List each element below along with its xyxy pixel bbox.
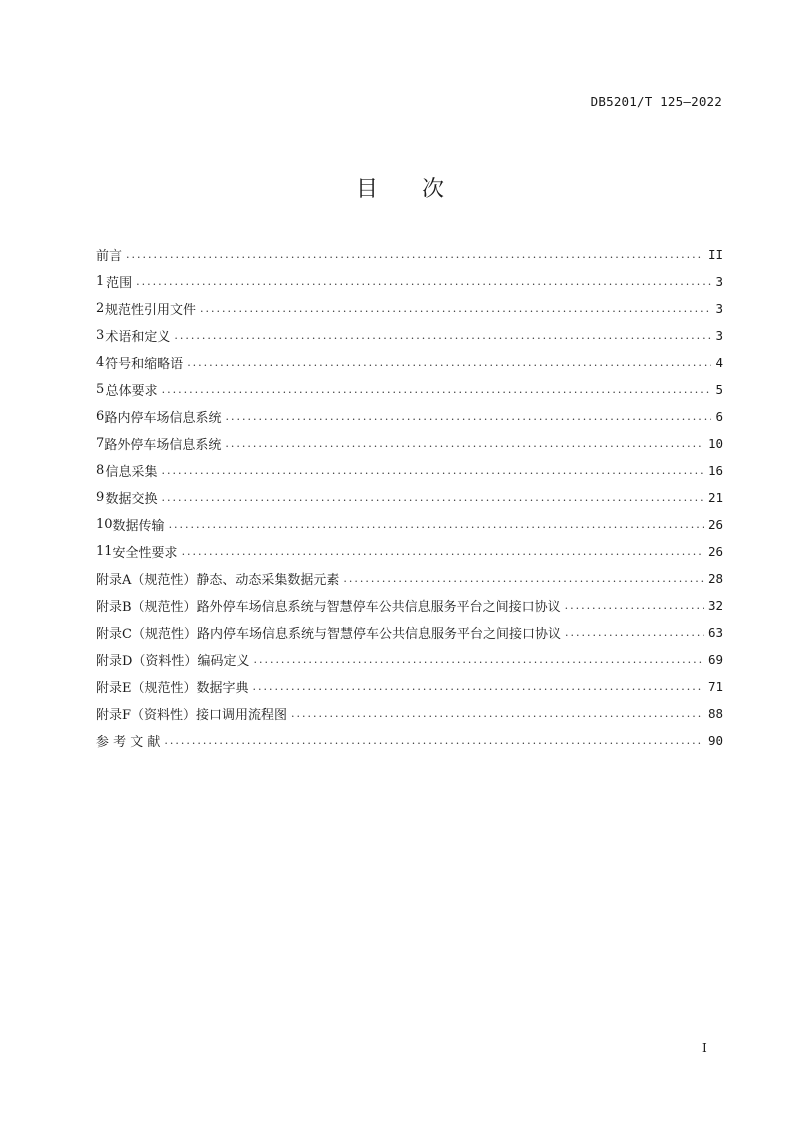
toc-leader-dots (343, 572, 704, 585)
toc-entry-label: 数据传输 (112, 519, 165, 534)
toc-entry-page: 21 (707, 490, 723, 505)
toc-entry-label: 路内停车场信息系统与智慧停车公共信息服务平台之间接口协议 (196, 627, 561, 642)
toc-entry-page: 10 (707, 436, 723, 451)
toc-entry[interactable] (96, 430, 723, 457)
toc-entry-number: 2 (96, 301, 105, 316)
toc-entry-label: 参 考 文 献 (96, 735, 161, 750)
toc-entry-label: 信息采集 (105, 465, 158, 480)
toc-leader-dots (253, 680, 704, 693)
toc-entry[interactable] (96, 403, 723, 430)
toc-entry-number: 附录A（规范性） (96, 573, 197, 588)
toc-entry-page: 26 (707, 517, 723, 532)
toc-entry[interactable] (96, 592, 723, 619)
page-number: I (702, 1041, 707, 1055)
toc-entry-page: 71 (707, 679, 723, 694)
toc-entry[interactable] (96, 241, 723, 268)
toc-entry[interactable] (96, 511, 723, 538)
document-code: DB5201/T 125—2022 (590, 94, 722, 109)
toc-entry-label: 术语和定义 (105, 330, 171, 345)
toc-entry-label: 路外停车场信息系统 (104, 438, 222, 453)
toc-leader-dots (169, 518, 704, 531)
toc-entry-number: 附录C（规范性） (96, 627, 197, 642)
toc-entry-label: 接口调用流程图 (196, 708, 288, 723)
toc-entry-page: 16 (707, 463, 723, 478)
toc-entry-number: 4 (96, 355, 105, 370)
toc-entry-number: 附录B（规范性） (96, 600, 197, 615)
toc-leader-dots (291, 707, 704, 720)
toc-entry[interactable] (96, 376, 723, 403)
toc-entry[interactable] (96, 727, 723, 754)
toc-entry-page: 5 (715, 382, 723, 397)
toc-entry[interactable] (96, 349, 723, 376)
toc-entry-number: 附录F（资料性） (96, 708, 197, 723)
toc-entry-number: 11 (96, 544, 113, 559)
toc-entry[interactable] (96, 700, 723, 727)
toc-entry[interactable] (96, 268, 723, 295)
toc-leader-dots (162, 383, 712, 396)
toc-entry-page: 26 (707, 544, 723, 559)
toc-entry-number: 7 (96, 436, 105, 451)
toc-leader-dots (565, 599, 704, 612)
toc-entry-label: 范围 (106, 276, 133, 291)
toc-leader-dots (226, 410, 712, 423)
toc-entry-page: 28 (707, 571, 723, 586)
toc-leader-dots (162, 464, 704, 477)
toc-entry-page: 3 (715, 274, 723, 289)
toc-entry-label: 路内停车场信息系统 (104, 411, 222, 426)
toc-entry[interactable] (96, 484, 723, 511)
toc-entry[interactable] (96, 457, 723, 484)
toc-entry-page: II (707, 247, 723, 262)
toc-leader-dots (162, 491, 704, 504)
toc-entry-label: 规范性引用文件 (104, 303, 196, 318)
toc-entry-label: 符号和缩略语 (105, 357, 184, 372)
table-of-contents (96, 241, 723, 754)
toc-entry-number: 8 (96, 463, 105, 478)
toc-leader-dots (182, 545, 704, 558)
toc-entry[interactable] (96, 673, 723, 700)
toc-entry-page: 4 (715, 355, 723, 370)
toc-entry-page: 3 (715, 328, 723, 343)
toc-entry-number: 附录E（规范性） (96, 681, 197, 696)
toc-entry-number: 1 (96, 274, 105, 289)
toc-entry[interactable] (96, 565, 723, 592)
toc-leader-dots (126, 248, 704, 261)
toc-entry-label: 数据交换 (105, 492, 158, 507)
toc-entry-label: 路外停车场信息系统与智慧停车公共信息服务平台之间接口协议 (196, 600, 561, 615)
toc-entry-number: 10 (96, 517, 113, 532)
toc-entry-number: 9 (96, 490, 105, 505)
toc-entry-label: 编码定义 (197, 654, 250, 669)
toc-leader-dots (253, 653, 703, 666)
page-title (0, 172, 800, 203)
toc-entry[interactable] (96, 322, 723, 349)
toc-entry-page: 32 (707, 598, 723, 613)
toc-entry-page: 69 (707, 652, 723, 667)
toc-entry-label: 前言 (96, 249, 123, 264)
toc-entry-number: 3 (96, 328, 105, 343)
toc-entry[interactable] (96, 619, 723, 646)
toc-leader-dots (136, 275, 711, 288)
toc-entry-label: 静态、动态采集数据元素 (196, 573, 340, 588)
toc-entry-page: 63 (707, 625, 723, 640)
toc-entry[interactable] (96, 538, 723, 565)
toc-leader-dots (174, 329, 711, 342)
toc-entry-page: 88 (707, 706, 723, 721)
toc-entry-number: 附录D（资料性） (96, 654, 198, 669)
toc-entry[interactable] (96, 295, 723, 322)
toc-leader-dots (187, 356, 711, 369)
toc-leader-dots (225, 437, 704, 450)
toc-entry-page: 6 (715, 409, 723, 424)
toc-entry-label: 总体要求 (105, 384, 158, 399)
toc-leader-dots (200, 302, 712, 315)
toc-entry[interactable] (96, 646, 723, 673)
toc-entry-number: 5 (96, 382, 105, 397)
toc-leader-dots (565, 626, 704, 639)
toc-entry-label: 安全性要求 (112, 546, 178, 561)
toc-entry-label: 数据字典 (196, 681, 249, 696)
page-title-part-1: 目 (355, 177, 378, 202)
toc-entry-page: 3 (715, 301, 723, 316)
toc-leader-dots (164, 734, 704, 747)
toc-entry-number: 6 (96, 409, 105, 424)
toc-entry-page: 90 (707, 733, 723, 748)
page-title-part-2: 次 (422, 177, 445, 202)
